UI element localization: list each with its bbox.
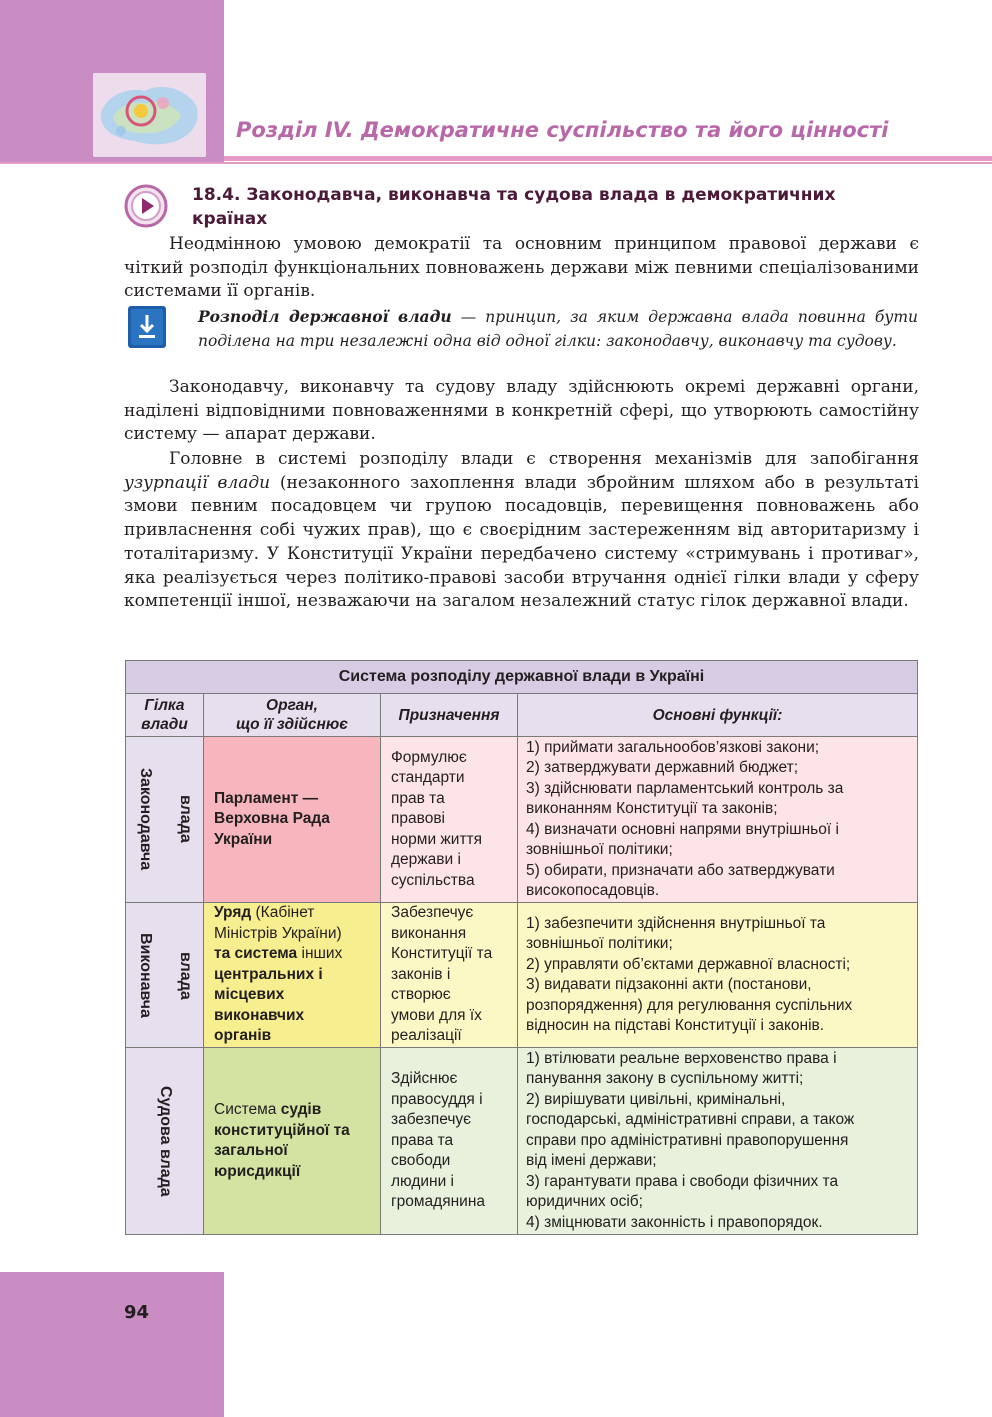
organ-bold: центральних і <box>214 965 323 983</box>
organ-line <box>214 944 370 965</box>
function-line: виконанням Конституції та законів; <box>526 800 778 817</box>
header-purpose: Призначення <box>381 694 518 737</box>
paragraph-1-text: Неодмінною умовою демократії та основним принципом правової держави є чіткий розподіл функціональних повноважень держави між певними спеціалізованими системами її органів. <box>124 234 919 302</box>
purpose-cell <box>381 903 518 1048</box>
functions-cell <box>518 1048 918 1235</box>
branch-label: влада <box>176 795 194 844</box>
organ-line: України <box>214 830 273 848</box>
header-organ-l1: Орган, <box>266 697 318 714</box>
table-row-judicial <box>126 1048 918 1235</box>
purpose-line: держави і <box>391 851 461 869</box>
function-line: 1) втілювати реальне верховенство права і <box>526 1049 837 1067</box>
function-line: 1) приймати загальнообов’язкові закони; <box>526 738 820 756</box>
organ-line <box>214 1100 370 1121</box>
branch-label: Законодавча <box>136 768 154 871</box>
purpose-line: людини і <box>391 1172 454 1190</box>
organ-line <box>214 1026 370 1047</box>
organ-bold: місцевих <box>214 986 285 1004</box>
purpose-line: створює <box>391 986 451 1004</box>
paragraph-3-text-a: Головне в системі розподілу влади є створення механізмів для запобігання <box>169 449 919 469</box>
organ-bold: Уряд <box>214 904 252 922</box>
purpose-line: свободи <box>391 1152 451 1170</box>
download-icon <box>127 305 167 349</box>
definition-text: — принцип, за яким державна влада повинна бути поділена на три незалежні одна від одної гілки: законодавчу, виконавчу та судову. <box>198 308 919 350</box>
purpose-line: законів і <box>391 965 451 983</box>
subsection-heading-line2: країнах <box>192 209 268 229</box>
function-line: відносин на підставі Конституції і законів. <box>526 1017 825 1034</box>
function-line: господарські, адміністративні справи, а також <box>526 1111 855 1129</box>
functions-cell <box>518 903 918 1048</box>
function-line: високопосадовців. <box>526 882 660 899</box>
function-line: 5) обирати, призначати або затверджувати <box>526 861 835 879</box>
branch-cell <box>126 1048 204 1235</box>
organ-line <box>214 924 370 945</box>
function-line: панування закону в суспільному житті; <box>526 1070 804 1088</box>
section-title: Розділ IV. Демократичне суспільство та його цінності <box>236 118 889 142</box>
organ-bold: загальної <box>214 1142 288 1159</box>
purpose-line: виконання <box>391 924 467 942</box>
branch-label: влада <box>176 951 194 999</box>
paragraph-2 <box>124 376 919 447</box>
branch-label: Виконавча <box>136 932 154 1018</box>
table-caption: Система розподілу державної влади в Україні <box>126 661 918 694</box>
organ-line <box>214 1121 370 1142</box>
paragraph-1 <box>124 233 919 304</box>
purpose-line: прав та <box>391 789 445 807</box>
header-organ-l2: що її здійснює <box>236 716 348 733</box>
function-line: розпорядження) для регулювання суспільних <box>526 996 853 1014</box>
paragraph-3-text-b: (незаконного захоплення влади збройним шляхом або в результаті змови певним посадовцем чи групою посадовців, перевищення повноважень або привласнення собі чужих прав), що є своєрідним застереженням від авторитаризму і тоталітаризму. У Конституції України передбачено систему «стримувань і противаг», яка реалізується через політико-правові засоби втручання однієї гілки влади у сферу компетенції іншої, незважаючи на загалом незалежний статус гілок державної влади. <box>124 472 919 612</box>
function-line: 1) забезпечити здійснення внутрішньої та <box>526 914 826 932</box>
branch-label: Судова влада <box>156 1085 174 1197</box>
organ-regular: інших <box>297 945 343 963</box>
purpose-line: суспільства <box>391 871 475 889</box>
purpose-line: громадянина <box>391 1193 486 1211</box>
branch-cell <box>126 737 204 903</box>
organ-bold: судів <box>280 1101 322 1118</box>
function-line: 4) визначати основні напрями внутрішньої і <box>526 820 839 838</box>
organ-regular: Міністрів України) <box>214 924 342 942</box>
header-organ <box>204 694 381 737</box>
power-separation-table <box>125 660 918 1235</box>
organ-bold: органів <box>214 1027 272 1045</box>
organ-bold: конституційної та <box>214 1121 350 1139</box>
purpose-cell <box>381 737 518 903</box>
purpose-line: Конституції та <box>391 945 493 963</box>
header-rule <box>224 156 992 161</box>
bottom-margin-band <box>0 1272 224 1417</box>
function-line: зовнішньої політики; <box>526 935 673 952</box>
purpose-line: правові <box>391 810 445 828</box>
function-line: 3) видавати підзаконні акти (постанови, <box>526 976 812 993</box>
table-row-executive <box>126 903 918 1048</box>
organ-regular: Система <box>214 1101 281 1118</box>
subsection-heading <box>192 183 922 231</box>
purpose-line: Здійснює <box>391 1070 458 1088</box>
play-icon <box>124 184 168 228</box>
header-branch-l1: Гілка <box>144 697 185 714</box>
purpose-line: стандарти <box>391 769 465 787</box>
function-line: 2) вирішувати цивільні, кримінальні, <box>526 1090 786 1108</box>
definition-block <box>198 305 918 353</box>
paragraph-3 <box>124 448 919 614</box>
branch-cell <box>126 903 204 1048</box>
organ-line: Верховна Рада <box>214 810 330 828</box>
function-line: 3) гарантувати права і свободи фізичних та <box>526 1172 839 1190</box>
header-branch-l2: влади <box>141 716 188 733</box>
function-line: зовнішньої політики; <box>526 841 673 858</box>
organ-cell <box>204 737 381 903</box>
header-functions: Основні функції: <box>518 694 918 737</box>
purpose-line: правосуддя і <box>391 1090 483 1108</box>
organ-cell <box>204 903 381 1048</box>
organ-bold: юрисдикції <box>214 1162 301 1180</box>
organ-cell <box>204 1048 381 1235</box>
purpose-line: умови для їх <box>391 1006 482 1024</box>
organ-line <box>214 1162 370 1183</box>
organ-line <box>214 1141 370 1162</box>
function-line: справи про адміністративні правопорушення <box>526 1131 849 1149</box>
organ-line <box>214 965 370 986</box>
organ-line: Парламент — <box>214 789 319 807</box>
purpose-line: забезпечує <box>391 1111 472 1129</box>
organ-line <box>214 1006 370 1027</box>
header-branch <box>126 694 204 737</box>
table-header-row <box>126 694 918 737</box>
organ-line <box>214 985 370 1006</box>
purpose-line: Формулює <box>391 748 467 766</box>
function-line: від імені держави; <box>526 1152 657 1170</box>
usurpation-term: узурпації влади <box>124 472 271 493</box>
function-line: юридичних осіб; <box>526 1193 643 1211</box>
functions-cell <box>518 737 918 903</box>
purpose-line: Забезпечує <box>391 904 474 922</box>
purpose-line: права та <box>391 1131 454 1149</box>
function-line: 2) управляти об’єктами державної власності; <box>526 955 851 973</box>
function-line: 2) затверджувати державний бюджет; <box>526 759 799 776</box>
function-line: 4) зміцнювати законність і правопорядок. <box>526 1213 823 1231</box>
definition-term: Розподіл державної влади <box>198 307 452 326</box>
organ-bold: виконавчих <box>214 1006 305 1024</box>
organ-regular: (Кабінет <box>251 904 315 922</box>
purpose-line: реалізації <box>391 1027 462 1045</box>
purpose-cell <box>381 1048 518 1235</box>
organ-line <box>214 903 370 924</box>
page-number: 94 <box>124 1302 150 1323</box>
subsection-heading-line1: 18.4. Законодавча, виконавча та судова влада в демократичних <box>192 185 836 205</box>
chapter-logo-image <box>93 73 206 157</box>
paragraph-2-text: Законодавчу, виконавчу та судову владу здійснюють окремі державні органи, наділені відповідними повноваженнями в конкретній сфері, що утворюють самостійну систему — апарат держави. <box>124 377 919 445</box>
organ-bold: та система <box>214 945 298 963</box>
table-row-legislative <box>126 737 918 903</box>
function-line: 3) здійснювати парламентський контроль за <box>526 779 844 797</box>
header-rule-lower <box>0 162 992 164</box>
purpose-line: норми життя <box>391 830 483 848</box>
